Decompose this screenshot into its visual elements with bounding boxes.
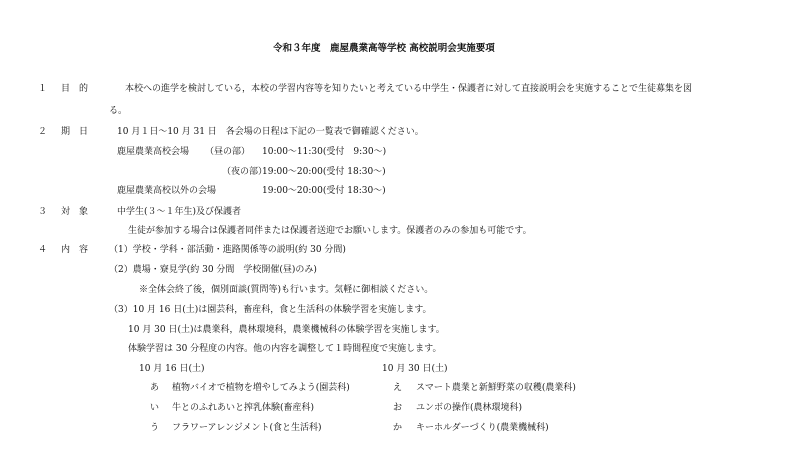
section-label-purpose: 目 的 xyxy=(61,84,89,94)
content-item2: （2）農場・寮見学(約 30 分間 学校開催(昼)のみ) xyxy=(109,265,317,275)
period-text-line1: 10 月１日～10 月 31 日 各会場の日程は下記の一覧表で御確認ください。 xyxy=(117,127,424,137)
target-text-line2: 生徒が参加する場合は保護者同伴または保護者送迎でお願いします。保護者のみの参加も可能です。 xyxy=(128,226,532,236)
list-item-text: キーホルダーづくり(農業機械科) xyxy=(416,423,549,433)
list-item-key: あ xyxy=(150,383,160,393)
content-item3-a: （3）10 月 16 日(土)は園芸科，畜産科，食と生活科の体験学習を実施します。 xyxy=(109,305,432,315)
content-item3-b: 10 月 30 日(土)は農業科，農林環境科，農業機械科の体験学習を実施します。 xyxy=(128,325,445,335)
content-item1: （1）学校・学科・部活動・進路関係等の説明(約 30 分間) xyxy=(109,245,346,255)
section-label-content: 内 容 xyxy=(61,245,89,255)
date-heading-right: 10 月 30 日(土) xyxy=(382,364,448,374)
section-label-target: 対 象 xyxy=(61,207,89,217)
list-item-key: い xyxy=(150,403,160,413)
list-item-text: 牛とのふれあいと搾乳体験(畜産科) xyxy=(172,403,315,413)
purpose-text-line2: る。 xyxy=(109,106,128,116)
day-session-label: （昼の部） xyxy=(205,147,251,157)
list-item-key: か xyxy=(393,423,403,433)
target-text-line1: 中学生(３～１年生)及び保護者 xyxy=(117,207,242,217)
page-title: 令和３年度 鹿屋農業高等学校 高校説明会実施要項 xyxy=(273,43,495,54)
night-session-time: 19:00～20:00(受付 18:30～) xyxy=(262,167,386,177)
section-label-period: 期 日 xyxy=(61,127,89,137)
list-item-text: フラワーアレンジメント(食と生活科) xyxy=(172,423,322,433)
night-session-label: （夜の部） xyxy=(222,167,268,177)
day-session-time: 10:00～11:30(受付 9:30～) xyxy=(262,147,387,157)
list-item-key: え xyxy=(393,383,403,393)
date-heading-left: 10 月 16 日(土) xyxy=(139,364,205,374)
list-item-text: スマート農業と新鮮野菜の収穫(農業科) xyxy=(416,383,576,393)
venue-other: 鹿屋農業高校以外の会場 xyxy=(117,186,217,196)
content-item2-note: ※全体会終了後，個別面談(質問等)も行います。気軽に御相談ください。 xyxy=(139,285,434,295)
list-item-key: お xyxy=(393,403,403,413)
other-session-time: 19:00～20:00(受付 18:30～) xyxy=(262,186,386,196)
list-item-text: ユンボの操作(農林環境科) xyxy=(416,403,523,413)
list-item-text: 植物バイオで植物を増やしてみよう(園芸科) xyxy=(172,383,350,393)
purpose-text-line1: 本校への進学を検討している，本校の学習内容等を知りたいと考えている中学生・保護者に対して直接説明会を実施することで生徒募集を図 xyxy=(125,84,693,94)
list-item-key: う xyxy=(150,423,160,433)
section-number-purpose: １ xyxy=(38,84,48,94)
section-number-target: ３ xyxy=(38,207,48,217)
venue-school: 鹿屋農業高校会場 xyxy=(117,147,190,157)
section-number-period: ２ xyxy=(38,127,48,137)
content-item3-c: 体験学習は 30 分程度の内容。他の内容を調整して１時間程度で実施します。 xyxy=(128,344,442,354)
section-number-content: ４ xyxy=(38,245,48,255)
